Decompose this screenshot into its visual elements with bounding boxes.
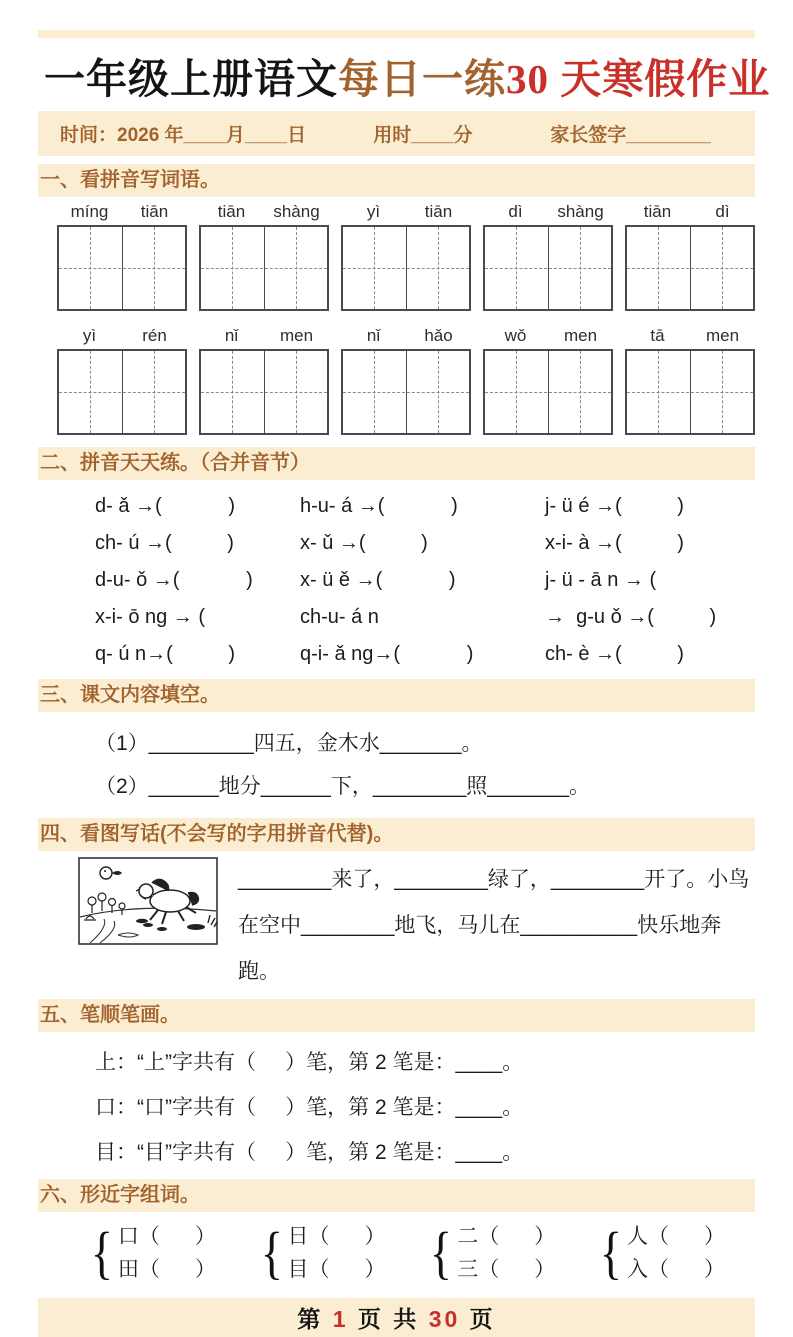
pinyin-syllable: shàng [273, 202, 320, 221]
meta-signature-field: 家长签字________ [550, 125, 711, 146]
pinyin-merge-row [95, 562, 755, 599]
pinyin-merge-item: j- ü - ā n → ( [545, 569, 657, 591]
grid-cell [485, 351, 549, 433]
char-compare-bottom: 田（ ） [117, 1258, 216, 1281]
pinyin-syllable: shàng [557, 202, 604, 221]
footer-suffix: 页 [469, 1306, 496, 1332]
word-grid-row [38, 197, 755, 311]
char-compare-top: 日（ ） [287, 1225, 386, 1248]
left-brace-glyph: { [599, 1220, 623, 1285]
pinyin-syllable: hǎo [424, 326, 453, 345]
grid-cell [343, 227, 407, 309]
word-box [199, 197, 329, 311]
char-compare-top: 口（ ） [117, 1225, 216, 1248]
top-divider [38, 30, 755, 38]
section1-word-grids [38, 197, 755, 435]
meta-time-field: 时间：2026 年____月____日 [60, 125, 307, 146]
character-grid-box [199, 349, 329, 435]
character-grid-box [625, 225, 755, 311]
section2-heading: 二、拼音天天练。（合并音节） [38, 447, 755, 480]
title-part-daily: 每日一练 [338, 56, 506, 102]
pinyin-label-pair [483, 202, 613, 222]
word-box [199, 321, 329, 435]
stroke-order-lines [38, 1032, 755, 1179]
pinyin-syllable: tiān [217, 202, 246, 221]
pinyin-syllable: nǐ [366, 326, 381, 345]
char-compare-lines [457, 1220, 555, 1286]
word-grid-row [38, 321, 755, 435]
section3-heading: 三、课文内容填空。 [38, 679, 755, 712]
char-compare-lines [627, 1220, 725, 1286]
pinyin-merge-item: ch- è →( ) [545, 643, 684, 665]
character-grid-box [483, 349, 613, 435]
meta-duration-field: 用时____分 [373, 125, 473, 146]
pinyin-syllable: yì [82, 326, 97, 345]
pinyin-merge-item: ch-u- á n [300, 606, 379, 628]
pinyin-merge-row [95, 525, 755, 562]
pinyin-syllable: tiān [643, 202, 672, 221]
word-box [625, 321, 755, 435]
pinyin-merge-rows [38, 480, 755, 679]
pinyin-merge-item: x- ü ě →( ) [300, 569, 456, 591]
picture-writing-row [38, 851, 755, 999]
char-compare-group [427, 1220, 555, 1286]
pinyin-syllable: rén [142, 326, 167, 345]
grid-cell [201, 351, 265, 433]
pinyin-syllable: tiān [424, 202, 453, 221]
picture-writing-line: 在空中________地飞，马儿在__________快乐地奔跑。 [238, 914, 722, 983]
grid-cell [123, 227, 186, 309]
word-box [483, 321, 613, 435]
section1-heading: 一、看拼音写词语。 [38, 164, 755, 197]
page-number-footer [38, 1298, 755, 1337]
grid-cell [123, 351, 186, 433]
pinyin-merge-item: → g-u ǒ →( ) [545, 606, 717, 628]
pinyin-label-pair [57, 202, 187, 222]
pinyin-merge-item: x-i- à →( ) [545, 532, 684, 554]
word-box [57, 321, 187, 435]
pinyin-merge-item: q-i- ǎ ng→( ) [300, 643, 474, 665]
pinyin-merge-item: j- ü é →( ) [545, 495, 684, 517]
pinyin-syllable: tā [650, 326, 665, 345]
similar-char-groups [38, 1212, 755, 1288]
word-box [625, 197, 755, 311]
grid-cell [59, 351, 123, 433]
stroke-order-line: 目：“目”字共有（ ）笔，第 2 笔是：____。 [95, 1141, 524, 1164]
stroke-order-line: 口：“口”字共有（ ）笔，第 2 笔是：____。 [95, 1096, 524, 1119]
pinyin-merge-row [95, 599, 755, 636]
char-compare-top: 二（ ） [457, 1225, 556, 1248]
pinyin-merge-item: x- ǔ →( ) [300, 532, 428, 554]
pinyin-merge-item: h-u- á →( ) [300, 495, 458, 517]
pinyin-merge-row [95, 636, 755, 673]
fill-blank-line: （1）_________四五，金木水_______。 [95, 732, 483, 755]
text-fill-lines [38, 712, 755, 812]
footer-middle: 页 共 [357, 1306, 420, 1332]
character-grid-box [341, 349, 471, 435]
grid-cell [59, 227, 123, 309]
grid-cell [627, 351, 691, 433]
grid-cell [549, 227, 612, 309]
pinyin-label-pair [341, 326, 471, 346]
grid-cell [265, 227, 328, 309]
word-box [341, 321, 471, 435]
pinyin-label-pair [625, 326, 755, 346]
pinyin-label-pair [199, 202, 329, 222]
pinyin-label-pair [341, 202, 471, 222]
pinyin-syllable: men [705, 326, 740, 345]
grid-cell [627, 227, 691, 309]
grid-cell [343, 351, 407, 433]
total-page-number: 30 [428, 1306, 461, 1332]
char-compare-lines [288, 1220, 386, 1286]
left-brace-glyph: { [260, 1220, 283, 1285]
page-title [44, 46, 771, 105]
horse-scene-picture [78, 857, 218, 950]
stroke-order-line: 上：“上”字共有（ ）笔，第 2 笔是：____。 [95, 1051, 524, 1074]
char-compare-group [258, 1220, 386, 1286]
pinyin-syllable: men [563, 326, 598, 345]
pinyin-syllable: míng [70, 202, 109, 221]
char-compare-group [88, 1220, 216, 1286]
picture-writing-line: ________来了，________绿了，________开了。小鸟 [238, 868, 750, 891]
pinyin-syllable: nǐ [224, 326, 239, 345]
grid-cell [201, 227, 265, 309]
pinyin-merge-item: d- ǎ →( ) [95, 495, 236, 517]
grid-cell [691, 351, 754, 433]
grid-cell [265, 351, 328, 433]
left-brace-glyph: { [90, 1220, 114, 1285]
section5-heading: 五、笔顺笔画。 [38, 999, 755, 1032]
pinyin-syllable: dì [508, 202, 523, 221]
pinyin-label-pair [57, 326, 187, 346]
current-page-number: 1 [332, 1306, 349, 1332]
pinyin-syllable: dì [715, 202, 730, 221]
pinyin-label-pair [199, 326, 329, 346]
grid-cell [691, 227, 754, 309]
pinyin-merge-item: q- ú n→( ) [95, 643, 236, 665]
grid-cell [407, 351, 470, 433]
word-box [483, 197, 613, 311]
pinyin-syllable: yì [366, 202, 381, 221]
footer-prefix: 第 [297, 1306, 324, 1332]
char-compare-bottom: 入（ ） [626, 1258, 725, 1281]
grid-cell [407, 227, 470, 309]
word-box [341, 197, 471, 311]
grid-cell [549, 351, 612, 433]
char-compare-bottom: 三（ ） [457, 1258, 556, 1281]
char-compare-bottom: 目（ ） [287, 1258, 386, 1281]
character-grid-box [57, 349, 187, 435]
character-grid-box [341, 225, 471, 311]
left-brace-glyph: { [430, 1220, 453, 1285]
character-grid-box [483, 225, 613, 311]
fill-blank-line: （2）______地分______下，________照_______。 [95, 775, 591, 798]
pinyin-syllable: tiān [140, 202, 169, 221]
word-box [57, 197, 187, 311]
title-part-days: 30 天寒假作业 [506, 56, 771, 102]
char-compare-top: 人（ ） [626, 1225, 725, 1248]
worksheet-page [0, 30, 793, 1332]
pinyin-merge-item: ch- ú →( ) [95, 532, 234, 554]
section4-heading: 四、看图写话(不会写的字用拼音代替)。 [38, 818, 755, 851]
pinyin-merge-item: d-u- ǒ →( ) [95, 569, 253, 591]
pinyin-syllable: wǒ [504, 326, 527, 345]
pinyin-label-pair [483, 326, 613, 346]
pinyin-label-pair [625, 202, 755, 222]
picture-writing-lines [218, 857, 755, 995]
character-grid-box [199, 225, 329, 311]
character-grid-box [57, 225, 187, 311]
character-grid-box [625, 349, 755, 435]
char-compare-group [597, 1220, 725, 1286]
char-compare-lines [118, 1220, 216, 1286]
title-part-grade: 一年级上册语文 [44, 56, 338, 102]
pinyin-syllable: men [279, 326, 314, 345]
section6-heading: 六、形近字组词。 [38, 1179, 755, 1212]
pinyin-merge-item: x-i- ō ng → ( [95, 606, 206, 628]
pinyin-merge-row [95, 488, 755, 525]
meta-row [38, 111, 755, 156]
grid-cell [485, 227, 549, 309]
